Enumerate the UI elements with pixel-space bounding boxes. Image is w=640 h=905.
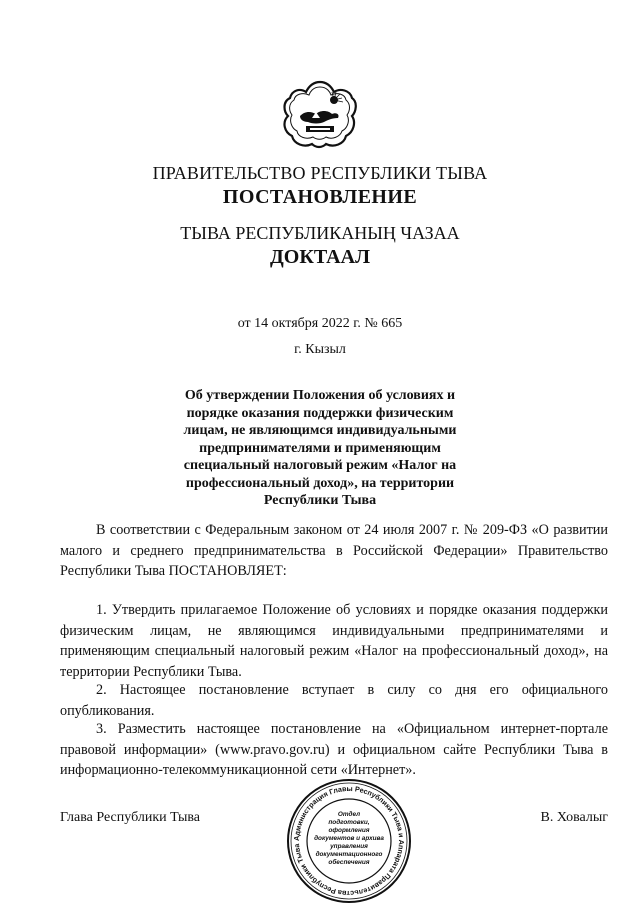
stamp-line: Отдел: [337, 811, 361, 818]
government-name-tyvan: ТЫВА РЕСПУБЛИКАНЫҢ ЧАЗАА: [180, 223, 460, 243]
document-type-tyvan: ДОКТААЛ: [270, 246, 370, 268]
stamp-line: документационного: [315, 851, 383, 858]
government-name: ПРАВИТЕЛЬСТВО РЕСПУБЛИКИ ТЫВА: [152, 163, 488, 183]
document-subject: Об утверждении Положения об условиях и порядке оказания поддержки физическим лицам, не являющимся индивидуальными предпринимателями и применяющим специальный налоговый режим «Налог на профессиональный доход», на территории Республики Тыва: [183, 388, 457, 508]
stamp-ring-text: Администрация Главы Республики Тыва и Аппарата Правительства Республики Тыва: [291, 783, 407, 899]
stamp-line: подготовки,: [328, 819, 370, 826]
coat-of-arms-icon: [282, 78, 358, 150]
preamble-paragraph: В соответствии с Федеральным законом от 24 июля 2007 г. № 209-ФЗ «О развитии малого и среднего предпринимательства в Российской Федерации» Правительство Республики Тыва ПОСТАНОВЛЯЕТ:: [60, 522, 608, 580]
document-type: ПОСТАНОВЛЕНИЕ: [222, 186, 418, 208]
signatory-position: Глава Республики Тыва: [60, 810, 201, 825]
signatory-name: В. Ховалыг: [540, 810, 608, 825]
clause-1: 1. Утвердить прилагаемое Положение об условиях и порядке оказания поддержки физическим лицам, не являющимся индивидуальными предпринимателями и применяющим специальный налоговый режим «Налог на профессиональный доход», на территории Республики Тыва.: [60, 602, 608, 680]
stamp-line: управления: [330, 843, 368, 850]
stamp-line: документов и архива: [314, 835, 384, 842]
stamp-line: оформления: [328, 827, 370, 834]
clause-3: 3. Разместить настоящее постановление на «Официальном интернет-портале правовой информации» (www.pravo.gov.ru) и официальном сайте Республики Тыва в информационно-телекоммуникационной сети «Интернет».: [60, 721, 608, 779]
official-stamp: [286, 778, 412, 904]
clause-2: 2. Настоящее постановление вступает в силу со дня его официального опубликования.: [60, 682, 608, 719]
document-city: г. Кызыл: [294, 342, 346, 357]
stamp-line: обеспечения: [328, 859, 370, 866]
document-date-number: от 14 октября 2022 г. № 665: [237, 316, 403, 331]
